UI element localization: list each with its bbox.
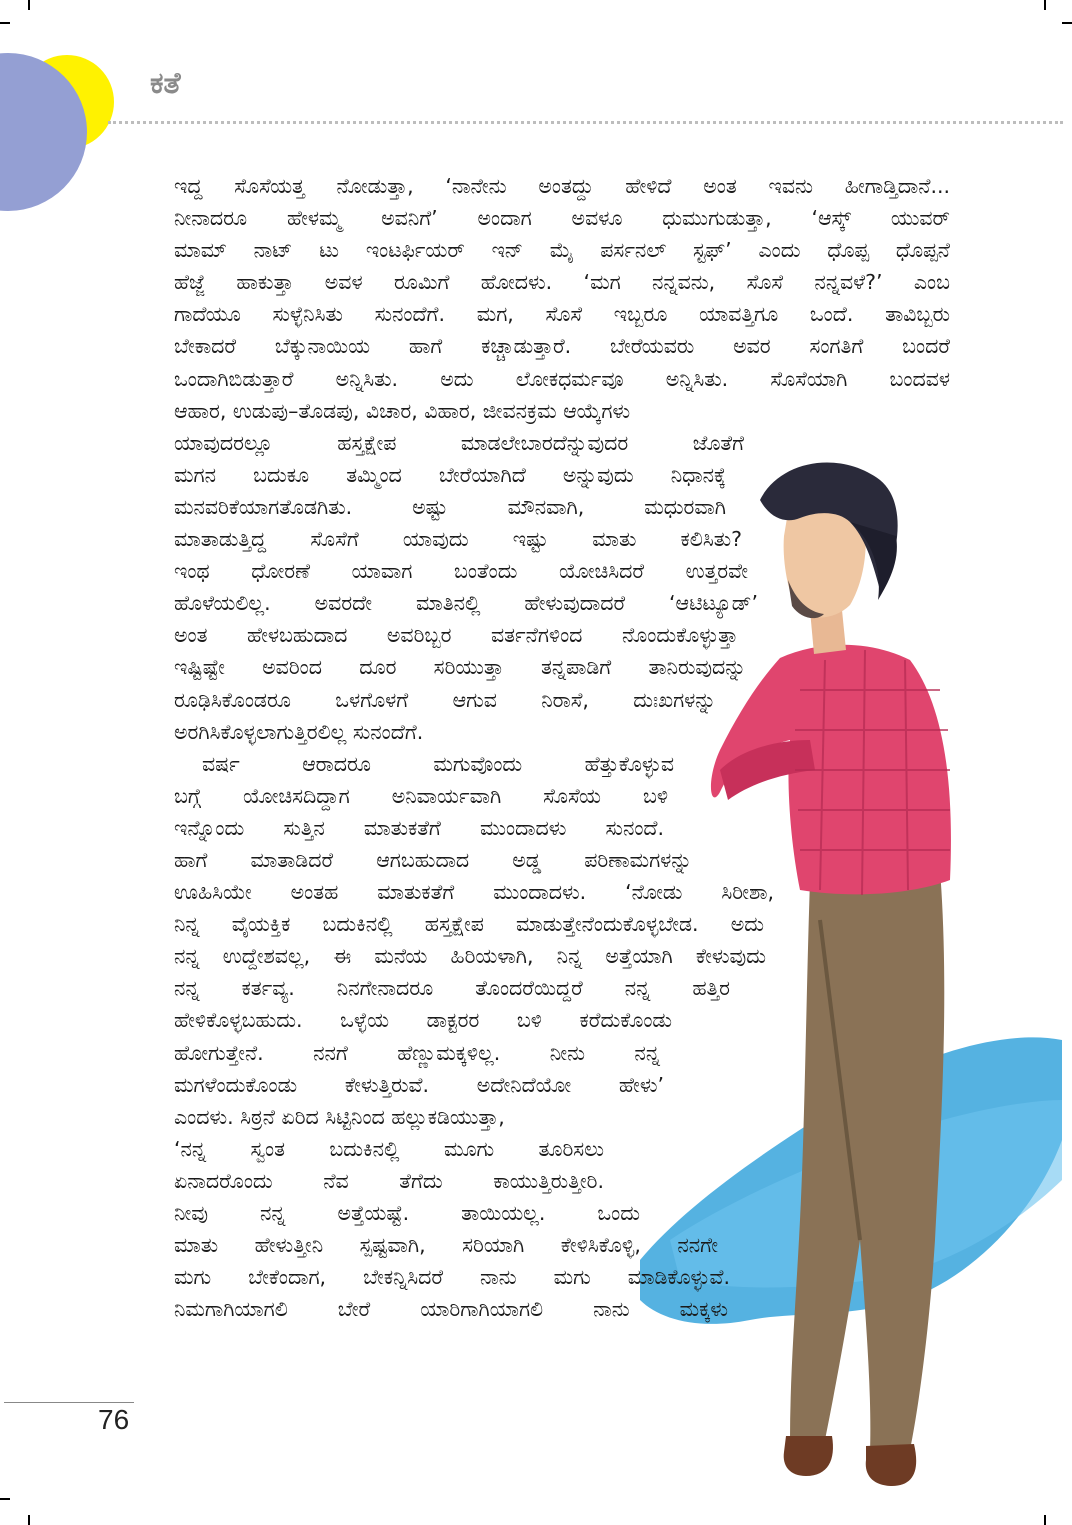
text-line: ನೀವು ನನ್ನ ಅತ್ತೆಯಷ್ಟೆ. ತಾಯಿಯಲ್ಲ. ಒಂದು xyxy=(174,1201,640,1225)
crop-mark xyxy=(1044,0,1046,10)
text-line: ನಿಮಗಾಗಿಯಾಗಲಿ ಬೇರೆ ಯಾರಿಗಾಗಿಯಾಗಲಿ ನಾನು ಮಕ್ಕಳು xyxy=(174,1297,728,1322)
text-line: ಎಂದಳು. ಸಿಠ್ರನೆ ಏರಿದ ಸಿಟ್ಟಿನಿಂದ ಹಲ್ಲುಕಡಿಯುತ್ತಾ, xyxy=(174,1104,505,1129)
decorative-circles xyxy=(0,0,140,220)
text-line: ನನ್ನ ಉದ್ದೇಶವಲ್ಲ, ಈ ಮನೆಯ ಹಿರಿಯಳಾಗಿ, ನಿನ್ನ ಅತ್ತೆಯಾಗಿ ಕೇಳುವುದು xyxy=(174,944,766,969)
text-line: ವರ್ಷ ಆರಾದರೂ ಮಗುವೊಂದು ಹೆತ್ತುಕೊಳ್ಳುವ xyxy=(202,751,674,776)
section-title: ಕತೆ xyxy=(150,66,181,101)
text-line: ನಿನ್ನ ವೈಯಕ್ತಿಕ ಬದುಕಿನಲ್ಲಿ ಹಸ್ತಕ್ಷೇಪ ಮಾಡುತ್ತೇನೆಂದುಕೊಳ್ಳಬೇಡ. ಅದು xyxy=(174,912,764,937)
text-line: ಇದ್ದ ಸೊಸೆಯತ್ತ ನೋಡುತ್ತಾ, ‘ನಾನೇನು ಅಂತದ್ದು ಹೇಳಿದೆ ಅಂತ ಇವನು ಹೀಗಾಡ್ತಿದಾನೆ... xyxy=(174,174,950,198)
text-line: ಏನಾದರೊಂದು ನೆವ ತೆಗೆದು ಕಾಯುತ್ತಿರುತ್ತೀರಿ. xyxy=(174,1168,604,1193)
text-line: ಆಹಾರ, ಉಡುಪು–ತೊಡಪು, ವಿಚಾರ, ವಿಹಾರ, ಜೀವನಕ್ರಮ ಆಯ್ಕೆಗಳು xyxy=(174,398,631,423)
text-line: ಇಷ್ಟಿಷ್ಟೇ ಅವರಿಂದ ದೂರ ಸರಿಯುತ್ತಾ ತನ್ನಪಾಡಿಗೆ ತಾನಿರುವುದನ್ನು xyxy=(174,655,746,680)
text-line: ಮನವರಿಕೆಯಾಗತೊಡಗಿತು. ಅಷ್ಟು ಮೌನವಾಗಿ, ಮಧುರವಾಗಿ xyxy=(174,494,726,519)
text-line: ಮಾಮ್ ನಾಟ್ ಟು ಇಂಟರ್ಫಿಯರ್ ಇನ್ ಮೈ ಪರ್ಸನಲ್ ಸ್ಟಫ್’ ಎಂದು ಧೊಪ್ಪ ಧೊಪ್ಪನೆ xyxy=(174,238,950,263)
text-line: ಅರಗಿಸಿಕೊಳ್ಳಲಾಗುತ್ತಿರಲಿಲ್ಲ ಸುನಂದೆಗೆ. xyxy=(174,719,424,744)
header-divider xyxy=(108,121,1063,124)
text-line: ಇಂಥ ಧೋರಣೆ ಯಾವಾಗ ಬಂತೆಂದು ಯೋಚಿಸಿದರೆ ಉತ್ತರವೇ xyxy=(174,559,748,584)
text-line: ‘ನನ್ನ ಸ್ವಂತ ಬದುಕಿನಲ್ಲಿ ಮೂಗು ತೂರಿಸಲು xyxy=(174,1136,604,1161)
text-line: ಹಾಗೆ ಮಾತಾಡಿದರೆ ಆಗಬಹುದಾದ ಅಡ್ಡ ಪರಿಣಾಮಗಳನ್ನು xyxy=(174,847,692,872)
text-line: ಮಗು ಬೇಕೆಂದಾಗ, ಬೇಕನ್ನಿಸಿದರೆ ನಾನು ಮಗು ಮಾಡಿಕೊಳ್ಳುವೆ. xyxy=(174,1265,730,1290)
footer-divider xyxy=(4,1402,134,1403)
crop-mark xyxy=(1062,22,1072,24)
page-number: 76 xyxy=(98,1404,130,1435)
text-line: ಬೇಕಾದರೆ ಬೆಕ್ಕುನಾಯಿಯ ಹಾಗೆ ಕಚ್ಚಾಡುತ್ತಾರೆ. ಬೇರೆಯವರು ಅವರ ಸಂಗತಿಗೆ ಬಂದರೆ xyxy=(174,334,950,359)
text-line: ಊಹಿಸಿಯೇ ಅಂತಹ ಮಾತುಕತೆಗೆ ಮುಂದಾದಳು. ‘ನೋಡು ಸಿರೀಶಾ, xyxy=(174,880,774,905)
story-text xyxy=(174,170,950,1325)
text-line: ಒಂದಾಗಿಬಿಡುತ್ತಾರೆ ಅನ್ನಿಸಿತು. ಅದು ಲೋಕಧರ್ಮವೂ ಅನ್ನಿಸಿತು. ಸೊಸೆಯಾಗಿ ಬಂದವಳ xyxy=(174,366,950,391)
text-line: ಮಗನ ಬದುಕೂ ತಮ್ಮಿಂದ ಬೇರೆಯಾಗಿದೆ ಅನ್ನುವುದು ನಿಧಾನಕ್ಕೆ xyxy=(174,462,726,487)
text-line: ಅಂತ ಹೇಳಬಹುದಾದ ಅವರಿಬ್ಬರ ವರ್ತನೆಗಳಿಂದ ನೊಂದುಕೊಳ್ಳುತ್ತಾ xyxy=(174,623,738,648)
text-line: ಹೆಜ್ಜೆ ಹಾಕುತ್ತಾ ಅವಳ ರೂಮಿಗೆ ಹೋದಳು. ‘ಮಗ ನನ್ನವನು, ಸೊಸೆ ನನ್ನವಳೆ?’ ಎಂಬ xyxy=(174,270,950,295)
text-line: ರೂಢಿಸಿಕೊಂಡರೂ ಒಳಗೊಳಗೆ ಆಗುವ ನಿರಾಸೆ, ದುಃಖಗಳನ್ನು xyxy=(174,687,716,712)
text-line: ಮಗಳೆಂದುಕೊಂಡು ಕೇಳುತ್ತಿರುವೆ. ಅದೇನಿದೆಯೋ ಹೇಳು’ xyxy=(174,1072,664,1097)
text-line: ಮಾತು ಹೇಳುತ್ತೀನಿ ಸ್ಪಷ್ಟವಾಗಿ, ಸರಿಯಾಗಿ ಕೇಳಿಸಿಕೊಳ್ಳಿ, ನನಗೇ xyxy=(174,1233,718,1258)
crop-mark xyxy=(0,1498,10,1500)
text-line: ಹೋಗುತ್ತೇನೆ. ನನಗೆ ಹೆಣ್ಣುಮಕ್ಕಳಿಲ್ಲ. ನೀನು ನನ್ನ xyxy=(174,1040,660,1065)
text-line: ಯಾವುದರಲ್ಲೂ ಹಸ್ತಕ್ಷೇಪ ಮಾಡಲೇಬಾರದೆನ್ನುವುದರ ಜೊತೆಗೆ xyxy=(174,430,744,455)
text-line: ಗಾದೆಯೂ ಸುಳ್ಳೆನಿಸಿತು ಸುನಂದೆಗೆ. ಮಗ, ಸೊಸೆ ಇಬ್ಬರೂ ಯಾವತ್ತಿಗೂ ಒಂದೆ. ತಾವಿಬ್ಬರು xyxy=(174,302,950,327)
text-line: ಬಗ್ಗೆ ಯೋಚಿಸದಿದ್ದಾಗ ಅನಿವಾರ್ಯವಾಗಿ ಸೊಸೆಯ ಬಳಿ xyxy=(174,783,668,808)
text-line: ನೀನಾದರೂ ಹೇಳಮ್ಮ ಅವನಿಗೆ’ ಅಂದಾಗ ಅವಳೂ ಧುಮುಗುಡುತ್ತಾ, ‘ಆಸ್ಕ್ ಯುವರ್ xyxy=(174,206,950,231)
text-line: ನನ್ನ ಕರ್ತವ್ಯ. ನಿನಗೇನಾದರೂ ತೊಂದರೆಯಿದ್ದರೆ ನನ್ನ ಹತ್ತಿರ xyxy=(174,976,730,1001)
crop-mark xyxy=(28,1515,30,1525)
text-line: ಇನ್ನೊಂದು ಸುತ್ತಿನ ಮಾತುಕತೆಗೆ ಮುಂದಾದಳು ಸುನಂದೆ. xyxy=(174,815,664,840)
text-line: ಹೇಳಿಕೊಳ್ಳಬಹುದು. ಒಳ್ಳೆಯ ಡಾಕ್ಟರರ ಬಳಿ ಕರೆದುಕೊಂಡು xyxy=(174,1008,672,1033)
text-line: ಮಾತಾಡುತ್ತಿದ್ದ ಸೊಸೆಗೆ ಯಾವುದು ಇಷ್ಟು ಮಾತು ಕಲಿಸಿತು? xyxy=(174,527,742,552)
text-line: ಹೊಳೆಯಲಿಲ್ಲ. ಅವರದೇ ಮಾತಿನಲ್ಲಿ ಹೇಳುವುದಾದರೆ ‘ಆಟಿಟ್ಯೂಡ್’ xyxy=(174,591,758,616)
